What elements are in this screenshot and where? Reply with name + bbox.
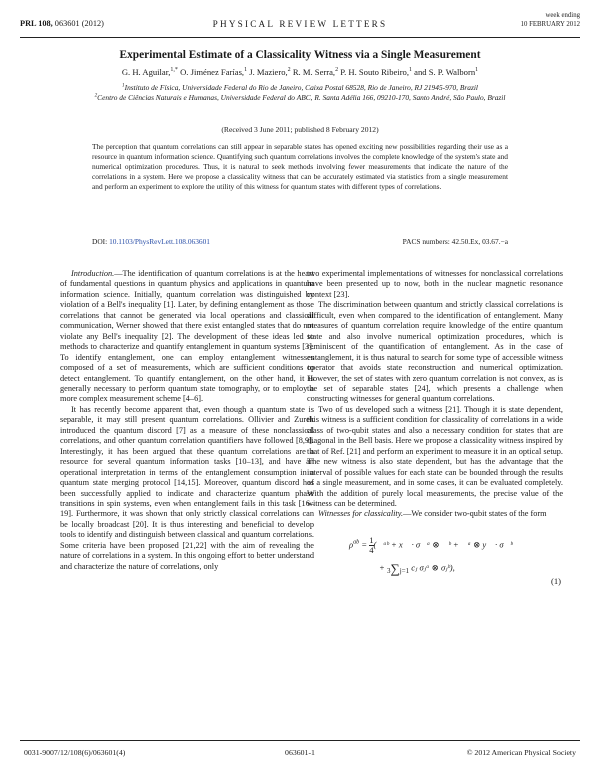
equation-terms: cⱼ σⱼᵃ ⊗ σⱼᵇ),: [409, 562, 455, 573]
paragraph-text: —We consider two-qubit states of the form: [403, 509, 547, 519]
week-label: week ending: [545, 12, 580, 19]
doi-label: DOI:: [92, 237, 108, 246]
plus-sign: +: [379, 562, 387, 573]
header-rule: [20, 37, 580, 38]
paragraph: [307, 509, 563, 519]
journal-name: PHYSICAL REVIEW LETTERS: [212, 19, 388, 29]
affiliation-text: Instituto de Física, Universidade Federal do Rio de Janeiro, Caixa Postal 68528, Rio de Janeiro, RJ 21945-970, Brazil: [124, 83, 478, 92]
affiliation-2: [30, 93, 570, 103]
author: G. H. Aguilar,: [121, 67, 171, 77]
paragraph: two experimental implementations of witnesses for nonclassical correlations have been presented up to now, both in the nuclear magnetic resonance context [23].: [307, 269, 563, 299]
date-label: 10 FEBRUARY 2012: [520, 21, 580, 28]
received-dates: (Received 3 June 2011; published 8 February 2012): [221, 125, 379, 134]
page-header: [18, 6, 582, 34]
equation-line-1: [349, 536, 513, 555]
paragraph: Two of us developed such a witness [21]. Though it is state dependent, this witness is a sufficient condition for classicality of correlations in a wide class of two-qubit states and also a necessary condition for states that are diagonal in the Bell basis. Here we propose a classicality witness inspired by that of Ref. [21] and perform an experiment to measure it in an optical setup. The new witness is also state dependent, but has the advantage that the interval of possible values for each state can be bounded through the results of a single measurement, and in some cases, it can be evaluated completely. With the addition of purely local measurements, the precise value of the witness can be determined.: [307, 404, 563, 508]
sum-upper-limit: 3: [386, 566, 391, 575]
affiliation-mark: 2: [94, 92, 98, 99]
section-lead: Introduction.: [71, 269, 115, 278]
doi-link[interactable]: 10.1103/PhysRevLett.108.063601: [109, 237, 210, 246]
abstract: The perception that quantum correlations can still appear in separable states has opened exciting new possibilities regarding their use as a resource in quantum information science. Quantifying such quantum correlations involves the complete knowledge of the system's state and numerical optimization procedures. Thus, it is natural to seek methods involving fewer measurements that indicate the nature of the correlations in a system. Here we propose a classicality witness that can be accurately estimated via statistics from a single measurement and perform an experiment to explore the utility of this witness for quantum states with different types of correlations.: [92, 142, 508, 192]
section-lead: Witnesses for classicality.: [318, 509, 404, 519]
page-number: 063601-1: [285, 748, 315, 757]
affiliations: [30, 83, 570, 103]
journal-volume: PRL 108,: [20, 19, 53, 28]
copyright: © 2012 American Physical Society: [466, 748, 576, 757]
paragraph: The discrimination between quantum and strictly classical correlations is difficult, even when compared to the identification of entanglement. Many measures of quantum correlation require knowledge of the entire quantum state and also involve numerical optimization procedures, which is reminiscent of the quantification of entanglement. As in the case of entanglement, it is thus natural to search for some type of accessible witness operator that avoids state reconstruction and numerical optimization. However, the set of states with zero quantum correlation is not convex, as is the set of separable states [24], which presents a challenge when constructing witnesses for general quantum correlations.: [307, 300, 563, 404]
equation-1: [307, 526, 563, 604]
issue-date: [521, 11, 580, 29]
paragraph: [60, 269, 314, 405]
footer-rule: [20, 740, 580, 741]
author: R. M. Serra,: [290, 67, 336, 77]
author-affiliation-mark[interactable]: 1,*: [170, 67, 178, 74]
equation-lhs: ρ: [349, 539, 354, 550]
author-affiliation-mark: 2: [287, 67, 291, 74]
equation-line-2: [379, 562, 455, 575]
sum-symbol: ∑: [390, 560, 400, 576]
author: and S. P. Walborn: [412, 67, 476, 77]
author-list: [0, 67, 600, 77]
footer-code: 0031-9007/12/108(6)/063601(4): [24, 748, 126, 757]
author: P. H. Souto Ribeiro,: [338, 67, 409, 77]
paragraph: It has recently become apparent that, even though a quantum state is separable, it may still present quantum correlations. Ollivier and Zurek introduced the quantum discord [7] as a measure of these nonclassical correlations, and other quantum correlation quantifiers have followed [8,9]. Interestingly, it has been argued that these quantum correlations are a resource for several quantum information tasks [10–13], and have an operational interpretation in terms of the entanglement consumption in a quantum state merging protocol [14,15]. Moreover, quantum discord has been successfully applied to indicate and characterize quantum phase transitions in spin systems, even when entanglement fails in this task [16–19]. Furthermore, it was shown that only strictly classical correlations can be locally broadcast [20]. It is thus interesting and beneficial to develop tools to identify and distinguish between classical and quantum correlations. Some criteria have been proposed [21,22] with the aim of revealing the nature of correlations in a system. In this ongoing effort to better understand and characterize the nature of correlations, only: [60, 404, 314, 571]
affiliation-1: [30, 83, 570, 93]
equation-lhs-sup: ab: [353, 539, 360, 546]
fraction-numerator: 1: [369, 534, 374, 545]
paragraph-text: —The identification of quantum correlations is at the heart of fundamental questions in quantum physics and applications in quantum information science. Initially, quantum correlation was distinguished by violation of a Bell's inequality [1]. Later, by defining entanglement as those correlations that cannot be generated via local operations and classical communication, Werner showed that there exist entangled states that do not violate any Bell's inequality [2]. The development of these ideas led to methods to characterize and quantify entanglement in quantum systems [3]. To identify entanglement, one can employ entanglement witnesses composed of a set of measurements, which are sufficient conditions to detect entanglement. To quantify entanglement, on the other hand, it is generally necessary to perform quantum state tomography, or to employ a more complex measurement scheme [4–6].: [60, 269, 314, 404]
sum-lower-limit: j=1: [399, 566, 410, 575]
fraction-denominator: 4: [369, 544, 374, 555]
author-affiliation-mark: 2: [335, 67, 339, 74]
equation-terms: (𝕀ᵃᵇ + x⃗ · σ⃗ᵃ ⊗ 𝕀ᵇ + 𝕀ᵃ ⊗ y⃗ · σ⃗ᵇ: [373, 539, 513, 550]
author-affiliation-mark: 1: [475, 67, 479, 74]
author: O. Jiménez Farías,: [177, 67, 245, 77]
paper-title: Experimental Estimate of a Classicality Witness via a Single Measurement: [119, 49, 481, 61]
affiliation-mark: 1: [122, 82, 125, 89]
equals-sign: =: [359, 539, 370, 550]
affiliation-text: Centro de Ciências Naturais e Humanas, Universidade Federal do ABC, R. Santa Adélia 166, 09210-170, Santo André, São Paulo, Brazil: [97, 92, 506, 102]
summation: [387, 562, 409, 575]
left-column: [60, 269, 314, 572]
right-column: [307, 269, 563, 604]
author: J. Maziero,: [247, 67, 288, 77]
author-affiliation-mark: 1: [409, 67, 413, 74]
pacs-numbers: PACS numbers: 42.50.Ex, 03.67.−a: [402, 237, 508, 246]
equation-number: (1): [550, 575, 561, 586]
article-number: 063601 (2012): [52, 19, 104, 28]
doi-line: [92, 237, 210, 246]
author-affiliation-mark: 1: [244, 67, 248, 74]
